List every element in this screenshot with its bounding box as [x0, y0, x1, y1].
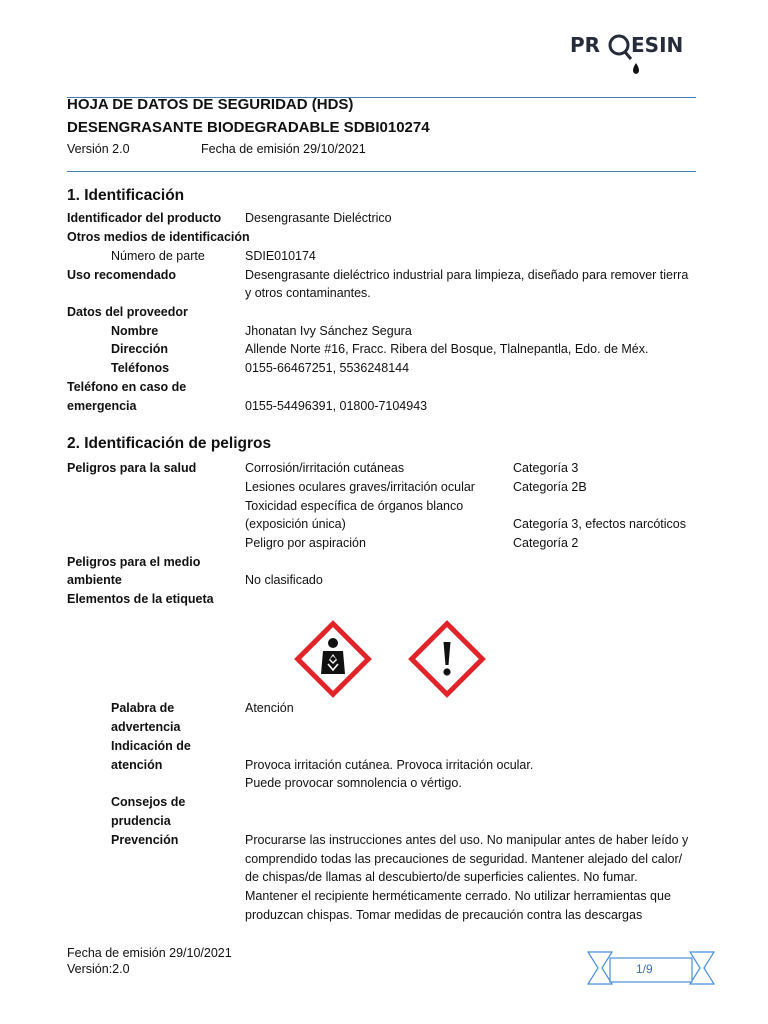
signal-word-label-line2: advertencia: [111, 720, 181, 734]
document-title: HOJA DE DATOS DE SEGURIDAD (HDS): [67, 96, 354, 113]
signal-word-label-line1: Palabra de: [111, 701, 175, 715]
hazard-name: Toxicidad específica de órganos blanco: [245, 499, 464, 513]
hazard-statement-label-line1: Indicación de: [111, 739, 191, 753]
version-text: Versión 2.0: [67, 142, 130, 156]
hazard-name: (exposición única): [245, 517, 346, 531]
precaution-label-line1: Consejos de: [111, 795, 186, 809]
phones-value: 0155-66467251, 5536248144: [245, 361, 410, 375]
prevention-label: Prevención: [111, 833, 179, 847]
label-elements-label: Elementos de la etiqueta: [67, 592, 214, 606]
env-hazards-value: No clasificado: [245, 573, 323, 587]
hazard-category: Categoría 3: [513, 461, 579, 475]
emergency-value: 0155-54496391, 01800-7104943: [245, 399, 428, 413]
use-label: Uso recomendado: [67, 268, 177, 282]
env-hazards-label-line1: Peligros para el medio: [67, 555, 201, 569]
emergency-label-line2: emergencia: [67, 399, 137, 413]
prevention-line: Procurarse las instrucciones antes del uso. No manipular antes de haber leído y: [245, 833, 689, 847]
hazard-name: Lesiones oculares graves/irritación ocular: [245, 480, 475, 494]
svg-text:PR: PR: [570, 33, 601, 57]
part-number-label: Número de parte: [111, 249, 205, 263]
hazard-category: Categoría 2B: [513, 480, 587, 494]
prevention-line: comprendido todas las precauciones de seguridad. Mantener alejado del calor/: [245, 852, 683, 866]
section-2-title: 2. Identificación de peligros: [67, 435, 272, 452]
svg-text:ESIN: ESIN: [631, 33, 684, 57]
header-rule-bottom: [67, 171, 696, 172]
prevention-line: de chispas/de llamas al descubierto/de superficies calientes. No fumar.: [245, 870, 638, 884]
logo-graphic: [568, 32, 698, 78]
hazard-statement-line2: Puede provocar somnolencia o vértigo.: [245, 776, 462, 790]
footer-version: Versión:2.0: [67, 962, 130, 976]
phones-label: Teléfonos: [111, 361, 170, 375]
name-label: Nombre: [111, 324, 159, 338]
address-label: Dirección: [111, 342, 168, 356]
address-value: Allende Norte #16, Fracc. Ribera del Bosque, Tlalnepantla, Edo. de Méx.: [245, 342, 649, 356]
hazard-statement-label-line2: atención: [111, 758, 163, 772]
env-hazards-label-line2: ambiente: [67, 573, 122, 587]
part-number-value: SDIE010174: [245, 249, 316, 263]
product-id-value: Desengrasante Dieléctrico: [245, 211, 392, 225]
exclamation-icon: [406, 618, 488, 700]
health-hazard-icon: [292, 618, 374, 700]
use-value-line1: Desengrasante dieléctrico industrial para limpieza, diseñado para remover tierra: [245, 268, 689, 282]
page-number: 1/9: [636, 962, 653, 976]
health-hazards-label: Peligros para la salud: [67, 461, 197, 475]
use-value-line2: y otros contaminantes.: [245, 286, 371, 300]
signal-word-value: Atención: [245, 701, 294, 715]
emergency-label-line1: Teléfono en caso de: [67, 380, 187, 394]
hazard-category: Categoría 2: [513, 536, 579, 550]
issue-date-text: Fecha de emisión 29/10/2021: [201, 142, 366, 156]
precaution-label-line2: prudencia: [111, 814, 171, 828]
prevention-line: produzcan chispas. Tomar medidas de precaución contra las descargas: [245, 908, 643, 922]
hazard-name: Corrosión/irritación cutáneas: [245, 461, 405, 475]
name-value: Jhonatan Ivy Sánchez Segura: [245, 324, 412, 338]
product-title: DESENGRASANTE BIODEGRADABLE SDBI010274: [67, 119, 430, 136]
other-means-label: Otros medios de identificación: [67, 230, 250, 244]
hazard-name: Peligro por aspiración: [245, 536, 366, 550]
prevention-line: Mantener el recipiente herméticamente cerrado. No utilizar herramientas que: [245, 889, 671, 903]
product-id-label: Identificador del producto: [67, 211, 222, 225]
hazard-category: Categoría 3, efectos narcóticos: [513, 517, 687, 531]
footer-issue-date: Fecha de emisión 29/10/2021: [67, 946, 232, 960]
supplier-label: Datos del proveedor: [67, 305, 188, 319]
section-1-title: 1. Identificación: [67, 187, 185, 204]
hazard-statement-line1: Provoca irritación cutánea. Provoca irritación ocular.: [245, 758, 534, 772]
company-logo: [568, 32, 698, 78]
